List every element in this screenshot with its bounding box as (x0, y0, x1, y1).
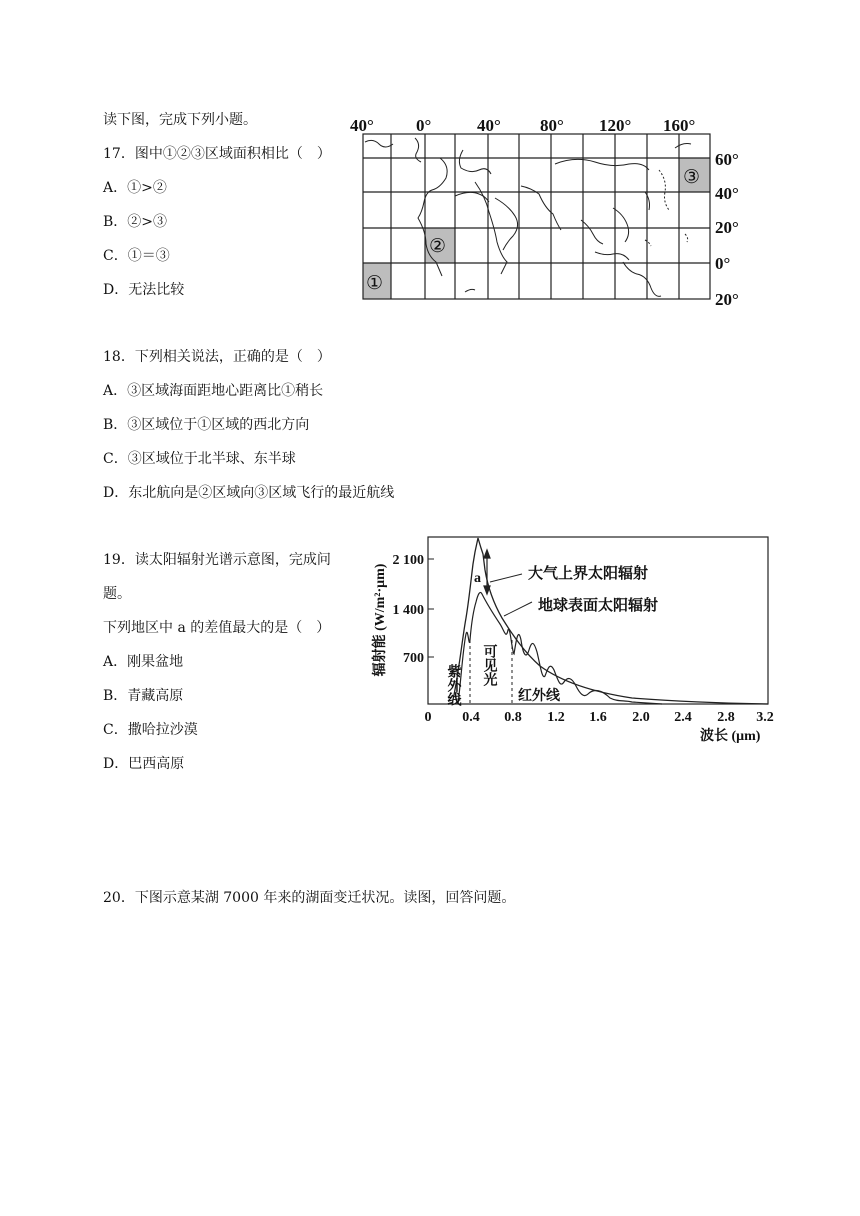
q19-option-c: C．撒哈拉沙漠 (103, 722, 198, 738)
x-tick-2.0: 2.0 (632, 710, 650, 725)
y-tick-700: 700 (403, 651, 424, 666)
x-tick-0.4: 0.4 (462, 710, 480, 725)
q19-option-a: A．刚果盆地 (103, 654, 184, 670)
plot-frame (428, 537, 768, 704)
x-tick-1.2: 1.2 (547, 710, 565, 725)
world-grid-map (345, 112, 775, 312)
y-tick-1400: 1 400 (392, 603, 424, 618)
ir-band-label: 红外线 (518, 689, 560, 704)
lat-label-0: 0° (715, 254, 731, 273)
surface-leader-line (504, 602, 532, 616)
coastlines (365, 138, 691, 296)
toa-leader-line (490, 574, 522, 582)
toa-curve-label: 大气上界太阳辐射 (528, 566, 649, 582)
y-axis-label: 辐射能 (W/m²·μm) (373, 563, 388, 677)
y-tick-2100: 2 100 (392, 553, 424, 568)
q18-option-d: D．东北航向是②区域向③区域飞行的最近航线 (103, 485, 395, 501)
q18-option-b: B．③区域位于①区域的西北方向 (103, 417, 310, 433)
q18-option-c: C．③区域位于北半球、东半球 (103, 451, 296, 467)
q18-stem: 18．下列相关说法，正确的是（ ） (103, 349, 331, 365)
lon-label-160e: 160° (663, 116, 696, 135)
q17-option-b: B．②>③ (103, 214, 168, 230)
lon-label-0: 0° (416, 116, 432, 135)
region-3-label: ③ (683, 167, 701, 188)
q19-stem-line3: 下列地区中 a 的差值最大的是（ ） (103, 620, 331, 636)
x-tick-2.4: 2.4 (674, 710, 692, 725)
x-tick-0: 0 (424, 710, 432, 725)
uv-band-label: 紫外线 (445, 664, 461, 706)
intro-text: 读下图，完成下列小题。 (103, 112, 257, 128)
region-1-label: ① (366, 273, 384, 294)
q18-option-a: A．③区域海面距地心距离比①稍长 (103, 383, 324, 399)
lat-label-60n: 60° (715, 150, 739, 169)
top-of-atmosphere-curve (452, 538, 768, 704)
a-label: a (474, 571, 481, 586)
lat-label-20n: 20° (715, 218, 739, 237)
solar-spectrum-figure (362, 530, 782, 750)
x-tick-0.8: 0.8 (504, 710, 522, 725)
q17-option-d: D．无法比较 (103, 282, 185, 298)
surface-curve-label: 地球表面太阳辐射 (538, 598, 659, 614)
q17-stem: 17．图中①②③区域面积相比（ ） (103, 146, 331, 162)
lat-label-20s: 20° (715, 290, 739, 309)
q17-option-a: A．①>② (103, 180, 167, 196)
q19-stem-line2: 题。 (103, 586, 131, 602)
lon-label-120e: 120° (599, 116, 632, 135)
lat-label-40n: 40° (715, 184, 739, 203)
lon-label-40w: 40° (350, 116, 374, 135)
q19-option-b: B．青藏高原 (103, 688, 184, 704)
x-tick-2.8: 2.8 (717, 710, 735, 725)
x-tick-3.2: 3.2 (756, 710, 774, 725)
q17-option-c: C．①＝③ (103, 248, 170, 264)
visible-band-label: 可见光 (481, 644, 497, 686)
x-tick-1.6: 1.6 (589, 710, 607, 725)
region-2-label: ② (429, 236, 447, 257)
q19-stem-line1: 19．读太阳辐射光谱示意图，完成问 (103, 552, 331, 568)
x-axis-label: 波长 (μm) (700, 729, 761, 744)
q20-stem: 20．下图示意某湖 7000 年来的湖面变迁状况。读图，回答问题。 (103, 890, 516, 906)
q19-option-d: D．巴西高原 (103, 756, 185, 772)
lon-label-80e: 80° (540, 116, 564, 135)
lon-label-40e: 40° (477, 116, 501, 135)
